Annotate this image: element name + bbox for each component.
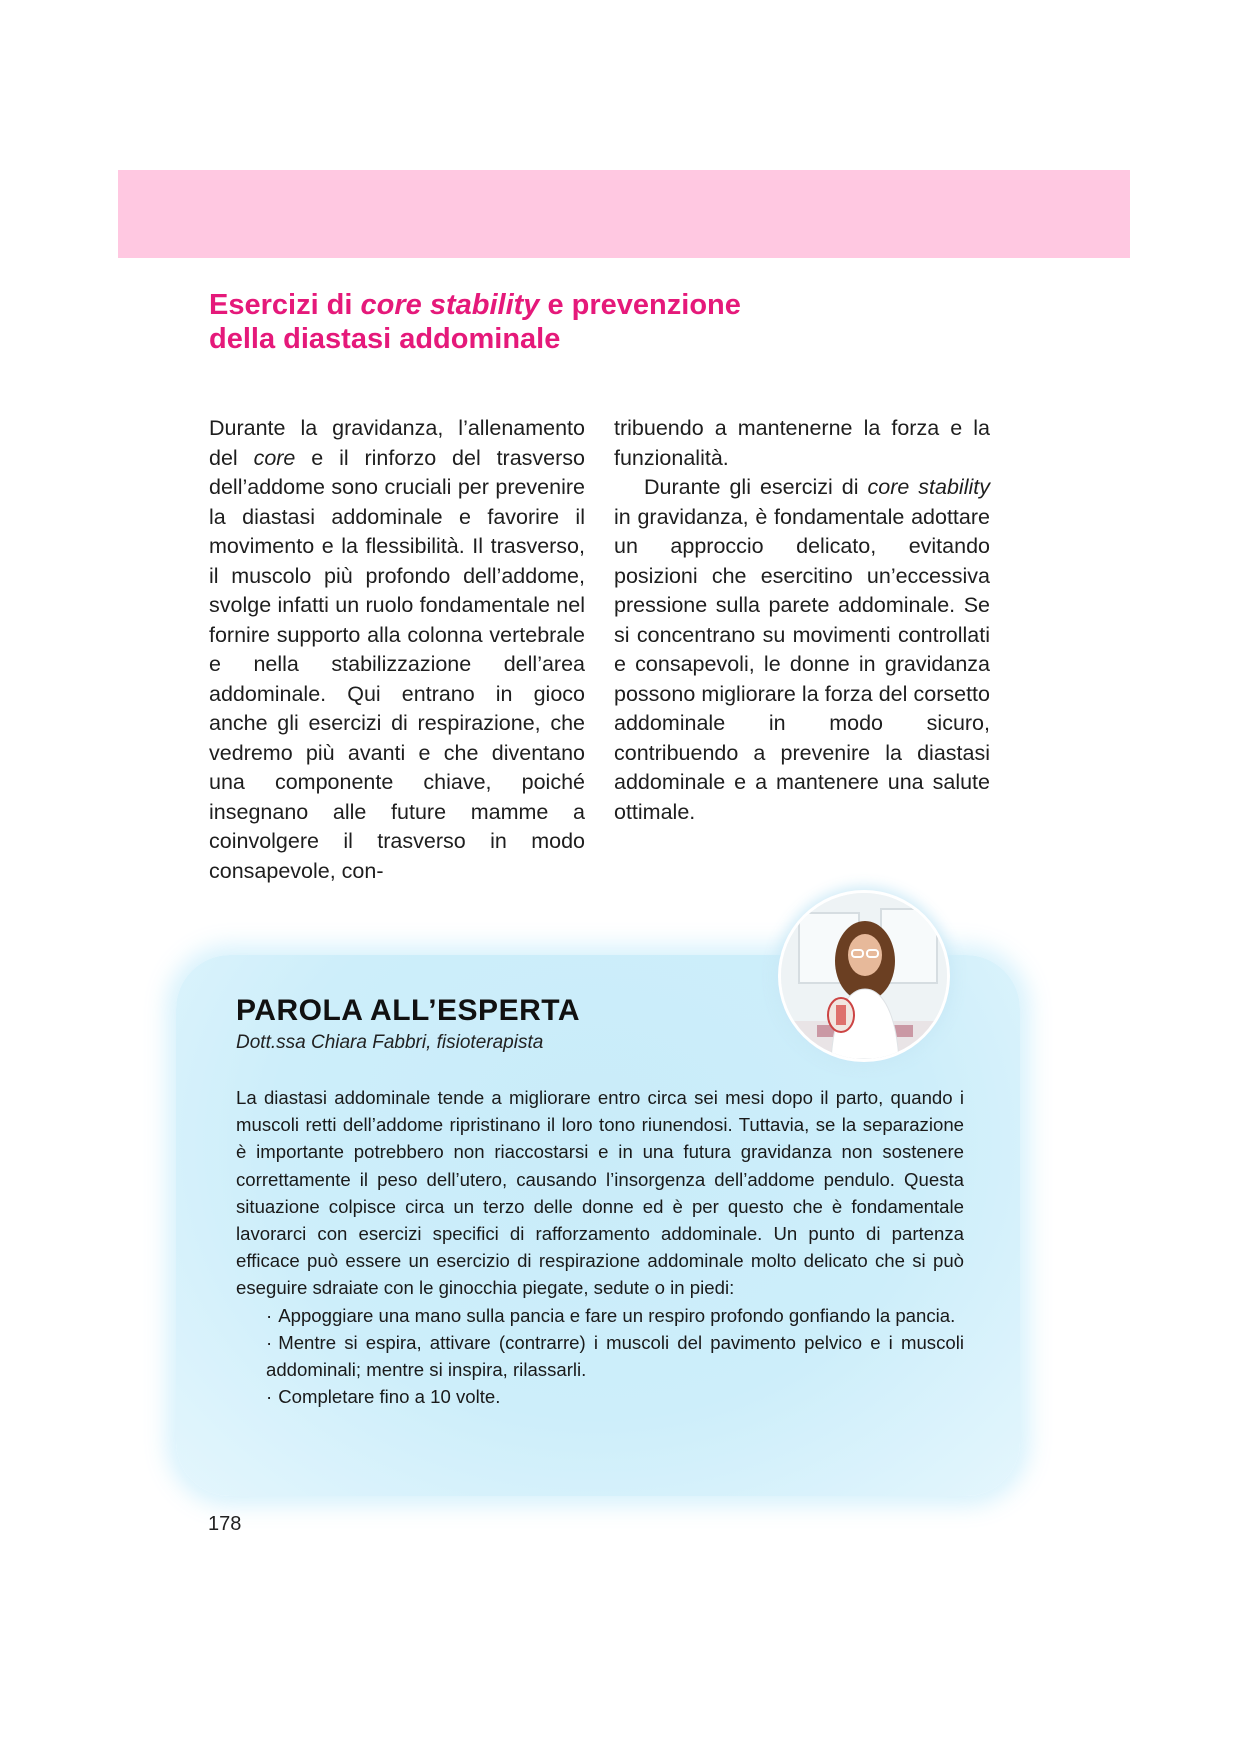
- expert-byline: Dott.ssa Chiara Fabbri, fisioterapista: [236, 1032, 544, 1053]
- list-item: · Appoggiare una mano sulla pancia e fare un respiro profondo gonfiando la pancia.: [266, 1304, 956, 1326]
- article-paragraph-1-continued: tribuendo a mantenerne la forza e la funzionalità.: [614, 416, 990, 470]
- expert-heading: PAROLA ALL’ESPERTA: [236, 994, 581, 1027]
- portrait-illustration: [781, 893, 947, 1059]
- article-column-left: [209, 414, 585, 886]
- article-paragraph-1: Durante la gravidanza, l’allenamento del core e il rinforzo del trasverso dell’addome sono cruciali per prevenire la diastasi addominale e favorire il movimento e la flessibilità. Il trasverso, il muscolo più profondo dell’addome, svolge infatti un ruolo fondamentale nel fornire supporto alla colonna vertebrale e nella stabilizzazione dell’area addominale. Qui entrano in gioco anche gli esercizi di respirazione, che vedremo più avanti e che diventano una componente chiave, poiché insegnano alle future mamme a coinvolgere il trasverso in modo consapevole, con-: [209, 416, 585, 883]
- bullet-icon: ·: [266, 1304, 273, 1326]
- article-paragraph-2: Durante gli esercizi di core stability in gravidanza, è fondamentale adottare un approccio delicato, evitando posizioni che esercitino un’eccessiva pressione sulla parete addominale. Se si concentrano su movimenti controllati e consapevoli, le donne in gravidanza possono migliorare la forza del corsetto addominale in modo sicuro, contribuendo a prevenire la diastasi addominale e a mantenere una salute ottimale.: [614, 475, 990, 824]
- article-column-right: [614, 414, 990, 827]
- list-item: · Completare fino a 10 volte.: [266, 1386, 501, 1408]
- section-title: Esercizi di core stability e prevenzione della diastasi addominale: [209, 289, 741, 355]
- exercise-steps-list: [236, 1302, 964, 1411]
- bullet-icon: ·: [266, 1386, 273, 1408]
- header-color-band: [118, 170, 1130, 258]
- expert-intro-paragraph: La diastasi addominale tende a migliorare entro circa sei mesi dopo il parto, quando i muscoli retti dell’addome ripristinano il loro tono riunendosi. Tuttavia, se la separazione è importante potrebbero non riaccostarsi e in una futura gravidanza non sostenere correttamente il peso dell’utero, causando l’insorgenza dell’addome pendulo. Questa situazione colpisce circa un terzo delle donne ed è per questo che è fondamentale lavorarci con esercizi specifici di rafforzamento addominale. Un punto di partenza efficace può essere un esercizio di respirazione addominale molto delicato che si può eseguire sdraiate con le ginocchia piegate, sedute o in piedi:: [236, 1087, 964, 1299]
- page-number: 178: [208, 1513, 242, 1535]
- bullet-icon: ·: [266, 1331, 273, 1353]
- expert-portrait-photo: [781, 893, 947, 1059]
- expert-body: [236, 1084, 964, 1410]
- list-item: · Mentre si espira, attivare (contrarre) i muscoli del pavimento pelvico e i muscoli addominali; mentre si inspira, rilassarli.: [266, 1331, 964, 1381]
